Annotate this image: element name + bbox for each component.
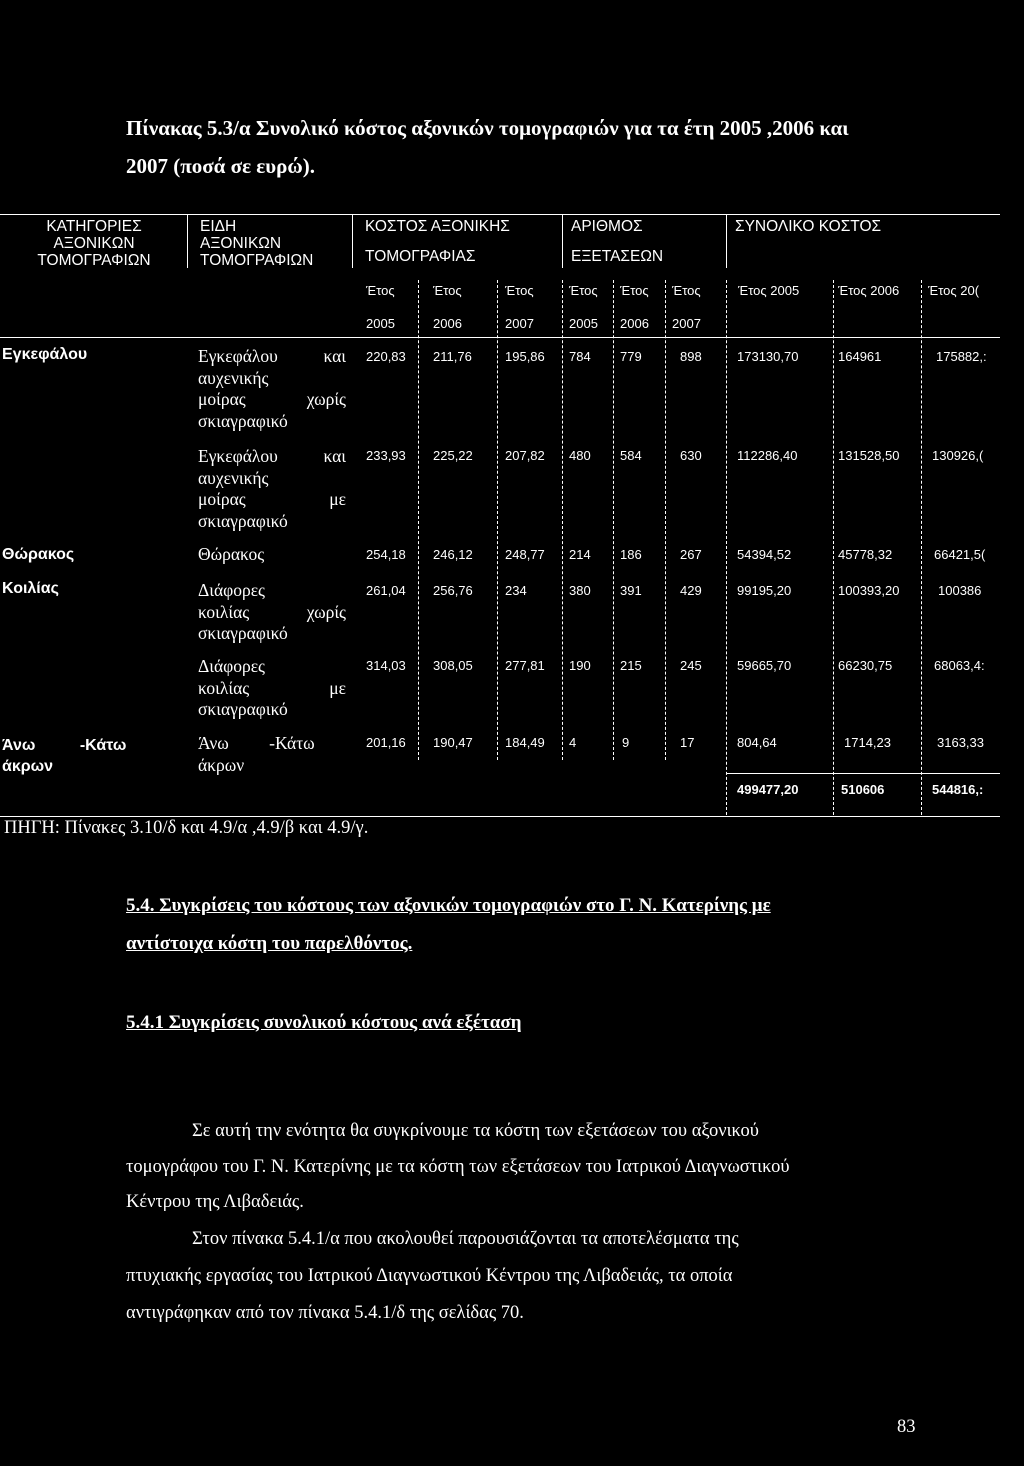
type-abdomen-contrast: Διάφορες κοιλίας με σκιαγραφικό: [198, 656, 346, 719]
section-heading-line1: 5.4. Συγκρίσεις του κόστους των αξονικών τομογραφιών στο Γ. Ν. Κατερίνης με: [126, 895, 771, 916]
header-categories: ΚΑΤΗΓΟΡΙΕΣ ΑΞΟΝΙΚΩΝ ΤΟΜΟΓΡΑΦΙΩΝ: [37, 218, 151, 269]
table-caption-line2: 2007 (ποσά σε ευρώ).: [126, 154, 315, 178]
cell: 245: [680, 658, 702, 673]
cell: 308,05: [433, 658, 473, 673]
year-label: Έτος: [433, 283, 462, 298]
type-head-contrast: Εγκεφάλου και αυχενικής μοίρας με σκιαγραφικό: [198, 446, 346, 531]
section-heading-line2: αντίστοιχα κόστη του παρελθόντος.: [126, 933, 413, 954]
cell: 380: [569, 583, 591, 598]
category-limbs: Άνω -Κάτω άκρων: [2, 737, 127, 775]
cell: 211,76: [433, 349, 472, 364]
cell: 267: [680, 547, 702, 562]
year-value: 2007: [672, 316, 701, 331]
type-limbs: Άνω -Κάτω άκρων: [198, 733, 315, 775]
paragraph-line: αντιγράφηκαν από τον πίνακα 5.4.1/δ της σελίδας 70.: [126, 1303, 524, 1323]
cell: 584: [620, 448, 642, 463]
cell: 248,77: [505, 547, 545, 562]
cell: 225,22: [433, 448, 473, 463]
paragraph-line: Στον πίνακα 5.4.1/α που ακολουθεί παρουσιάζονται τα αποτελέσματα της: [192, 1229, 739, 1249]
cell: 164961: [838, 349, 882, 364]
cell: 9: [622, 735, 630, 750]
cell: 214: [569, 547, 591, 562]
header-unit-cost: ΚΟΣΤΟΣ ΑΞΟΝΙΚΗΣ ΤΟΜΟΓΡΑΦΙΑΣ: [365, 218, 510, 265]
header-types: ΕΙΔΗ ΑΞΟΝΙΚΩΝ ΤΟΜΟΓΡΑΦΙΩΝ: [200, 218, 314, 269]
paragraph-line: Κέντρου της Λιβαδειάς.: [126, 1192, 304, 1212]
header-divider: [0, 337, 1000, 338]
col-sep-a: [418, 280, 420, 760]
cell: 215: [620, 658, 642, 673]
category-thorax: Θώρακος: [2, 546, 75, 563]
cell: 100386: [938, 583, 982, 598]
type-head-no-contrast: Εγκεφάλου και αυχενικής μοίρας χωρίς σκιαγραφικό: [198, 346, 346, 431]
cell: 59665,70: [737, 658, 792, 673]
cell: 190,47: [433, 735, 473, 750]
col-sep-c: [562, 280, 564, 760]
cell: 173130,70: [737, 349, 799, 364]
col-sep-g: [833, 280, 835, 815]
cell: 66230,75: [838, 658, 893, 673]
cell: 261,04: [366, 583, 406, 598]
cell: 100393,20: [838, 583, 900, 598]
page-number: 83: [897, 1417, 916, 1437]
cell: 254,18: [366, 547, 406, 562]
cell: 130926,(: [932, 448, 984, 463]
col-sep-f: [726, 280, 728, 815]
col-sep-2: [352, 214, 353, 268]
total-year-header: Έτος 20(: [928, 283, 980, 298]
cell: 630: [680, 448, 702, 463]
cell: 898: [680, 349, 702, 364]
col-sep-d: [613, 280, 615, 760]
year-label: Έτος: [366, 283, 395, 298]
col-sep-3: [562, 214, 563, 268]
cell: 233,93: [366, 448, 406, 463]
table-source: ΠΗΓΗ: Πίνακες 3.10/δ και 4.9/α ,4.9/β και 4.9/γ.: [4, 818, 369, 838]
table-top-border: [0, 214, 1000, 215]
cell: 3163,33: [937, 735, 984, 750]
total-year-header: Έτος 2006: [838, 283, 900, 298]
cell: 17: [680, 735, 695, 750]
col-sep-h: [921, 280, 923, 815]
year-value: 2006: [620, 316, 649, 331]
cell: 112286,40: [737, 448, 798, 463]
cell: 45778,32: [838, 547, 893, 562]
cell: 175882,:: [936, 349, 987, 364]
year-value: 2007: [505, 316, 534, 331]
cell: 314,03: [366, 658, 406, 673]
cell: 391: [620, 583, 642, 598]
cell: 66421,5(: [934, 547, 986, 562]
header-total-cost: ΣΥΝΟΛΙΚΟ ΚΟΣΤΟΣ: [735, 218, 882, 235]
grand-total: 499477,20: [737, 782, 799, 797]
year-value: 2006: [433, 316, 462, 331]
type-thorax: Θώρακος: [198, 544, 265, 564]
subsection-heading: 5.4.1 Συγκρίσεις συνολικού κόστους ανά εξέταση: [126, 1012, 522, 1033]
cell: 190: [569, 658, 591, 673]
paragraph-line: πτυχιακής εργασίας του Ιατρικού Διαγνωστικού Κέντρου της Λιβαδειάς, τα οποία: [126, 1266, 733, 1286]
paragraph-line: Σε αυτή την ενότητα θα συγκρίνουμε τα κόστη των εξετάσεων του αξονικού: [192, 1121, 759, 1141]
cell: 68063,4:: [934, 658, 985, 673]
cell: 779: [620, 349, 642, 364]
cell: 184,49: [505, 735, 545, 750]
year-value: 2005: [569, 316, 598, 331]
cell: 220,83: [366, 349, 406, 364]
totals-top-border: [726, 773, 1000, 774]
cell: 195,86: [505, 349, 545, 364]
grand-total: 510606: [841, 782, 885, 797]
table-caption-line1: Πίνακας 5.3/α Συνολικό κόστος αξονικών τομογραφιών για τα έτη 2005 ,2006 και: [126, 116, 849, 140]
col-sep-e: [665, 280, 667, 760]
year-label: Έτος: [505, 283, 534, 298]
year-label: Έτος: [569, 283, 598, 298]
cell: 201,16: [366, 735, 406, 750]
year-value: 2005: [366, 316, 395, 331]
header-exams: ΑΡΙΘΜΟΣ ΕΞΕΤΑΣΕΩΝ: [571, 218, 664, 265]
category-abdomen: Κοιλίας: [2, 580, 59, 597]
cell: 54394,52: [737, 547, 792, 562]
year-label: Έτος: [620, 283, 649, 298]
cell: 256,76: [433, 583, 473, 598]
year-label: Έτος: [672, 283, 701, 298]
cell: 1714,23: [844, 735, 891, 750]
type-abdomen-no-contrast: Διάφορες κοιλίας χωρίς σκιαγραφικό: [198, 580, 346, 643]
col-sep-4: [726, 214, 727, 268]
cell: 186: [620, 547, 642, 562]
total-year-header: Έτος 2005: [738, 283, 800, 298]
cell: 804,64: [737, 735, 777, 750]
cell: 277,81: [505, 658, 545, 673]
cell: 99195,20: [737, 583, 792, 598]
cell: 784: [569, 349, 591, 364]
paragraph-line: τομογράφου του Γ. Ν. Κατερίνης με τα κόστη των εξετάσεων του Ιατρικού Διαγνωστικού: [126, 1157, 790, 1177]
totals-bottom-border: [0, 816, 1000, 817]
cell: 4: [569, 735, 577, 750]
cell: 246,12: [433, 547, 473, 562]
grand-total: 544816,:: [932, 782, 984, 797]
cell: 480: [569, 448, 591, 463]
cell: 207,82: [505, 448, 545, 463]
category-head: Εγκεφάλου: [2, 346, 88, 363]
cell: 131528,50: [838, 448, 900, 463]
cell: 429: [680, 583, 702, 598]
col-sep-b: [497, 280, 499, 760]
cell: 234: [505, 583, 527, 598]
